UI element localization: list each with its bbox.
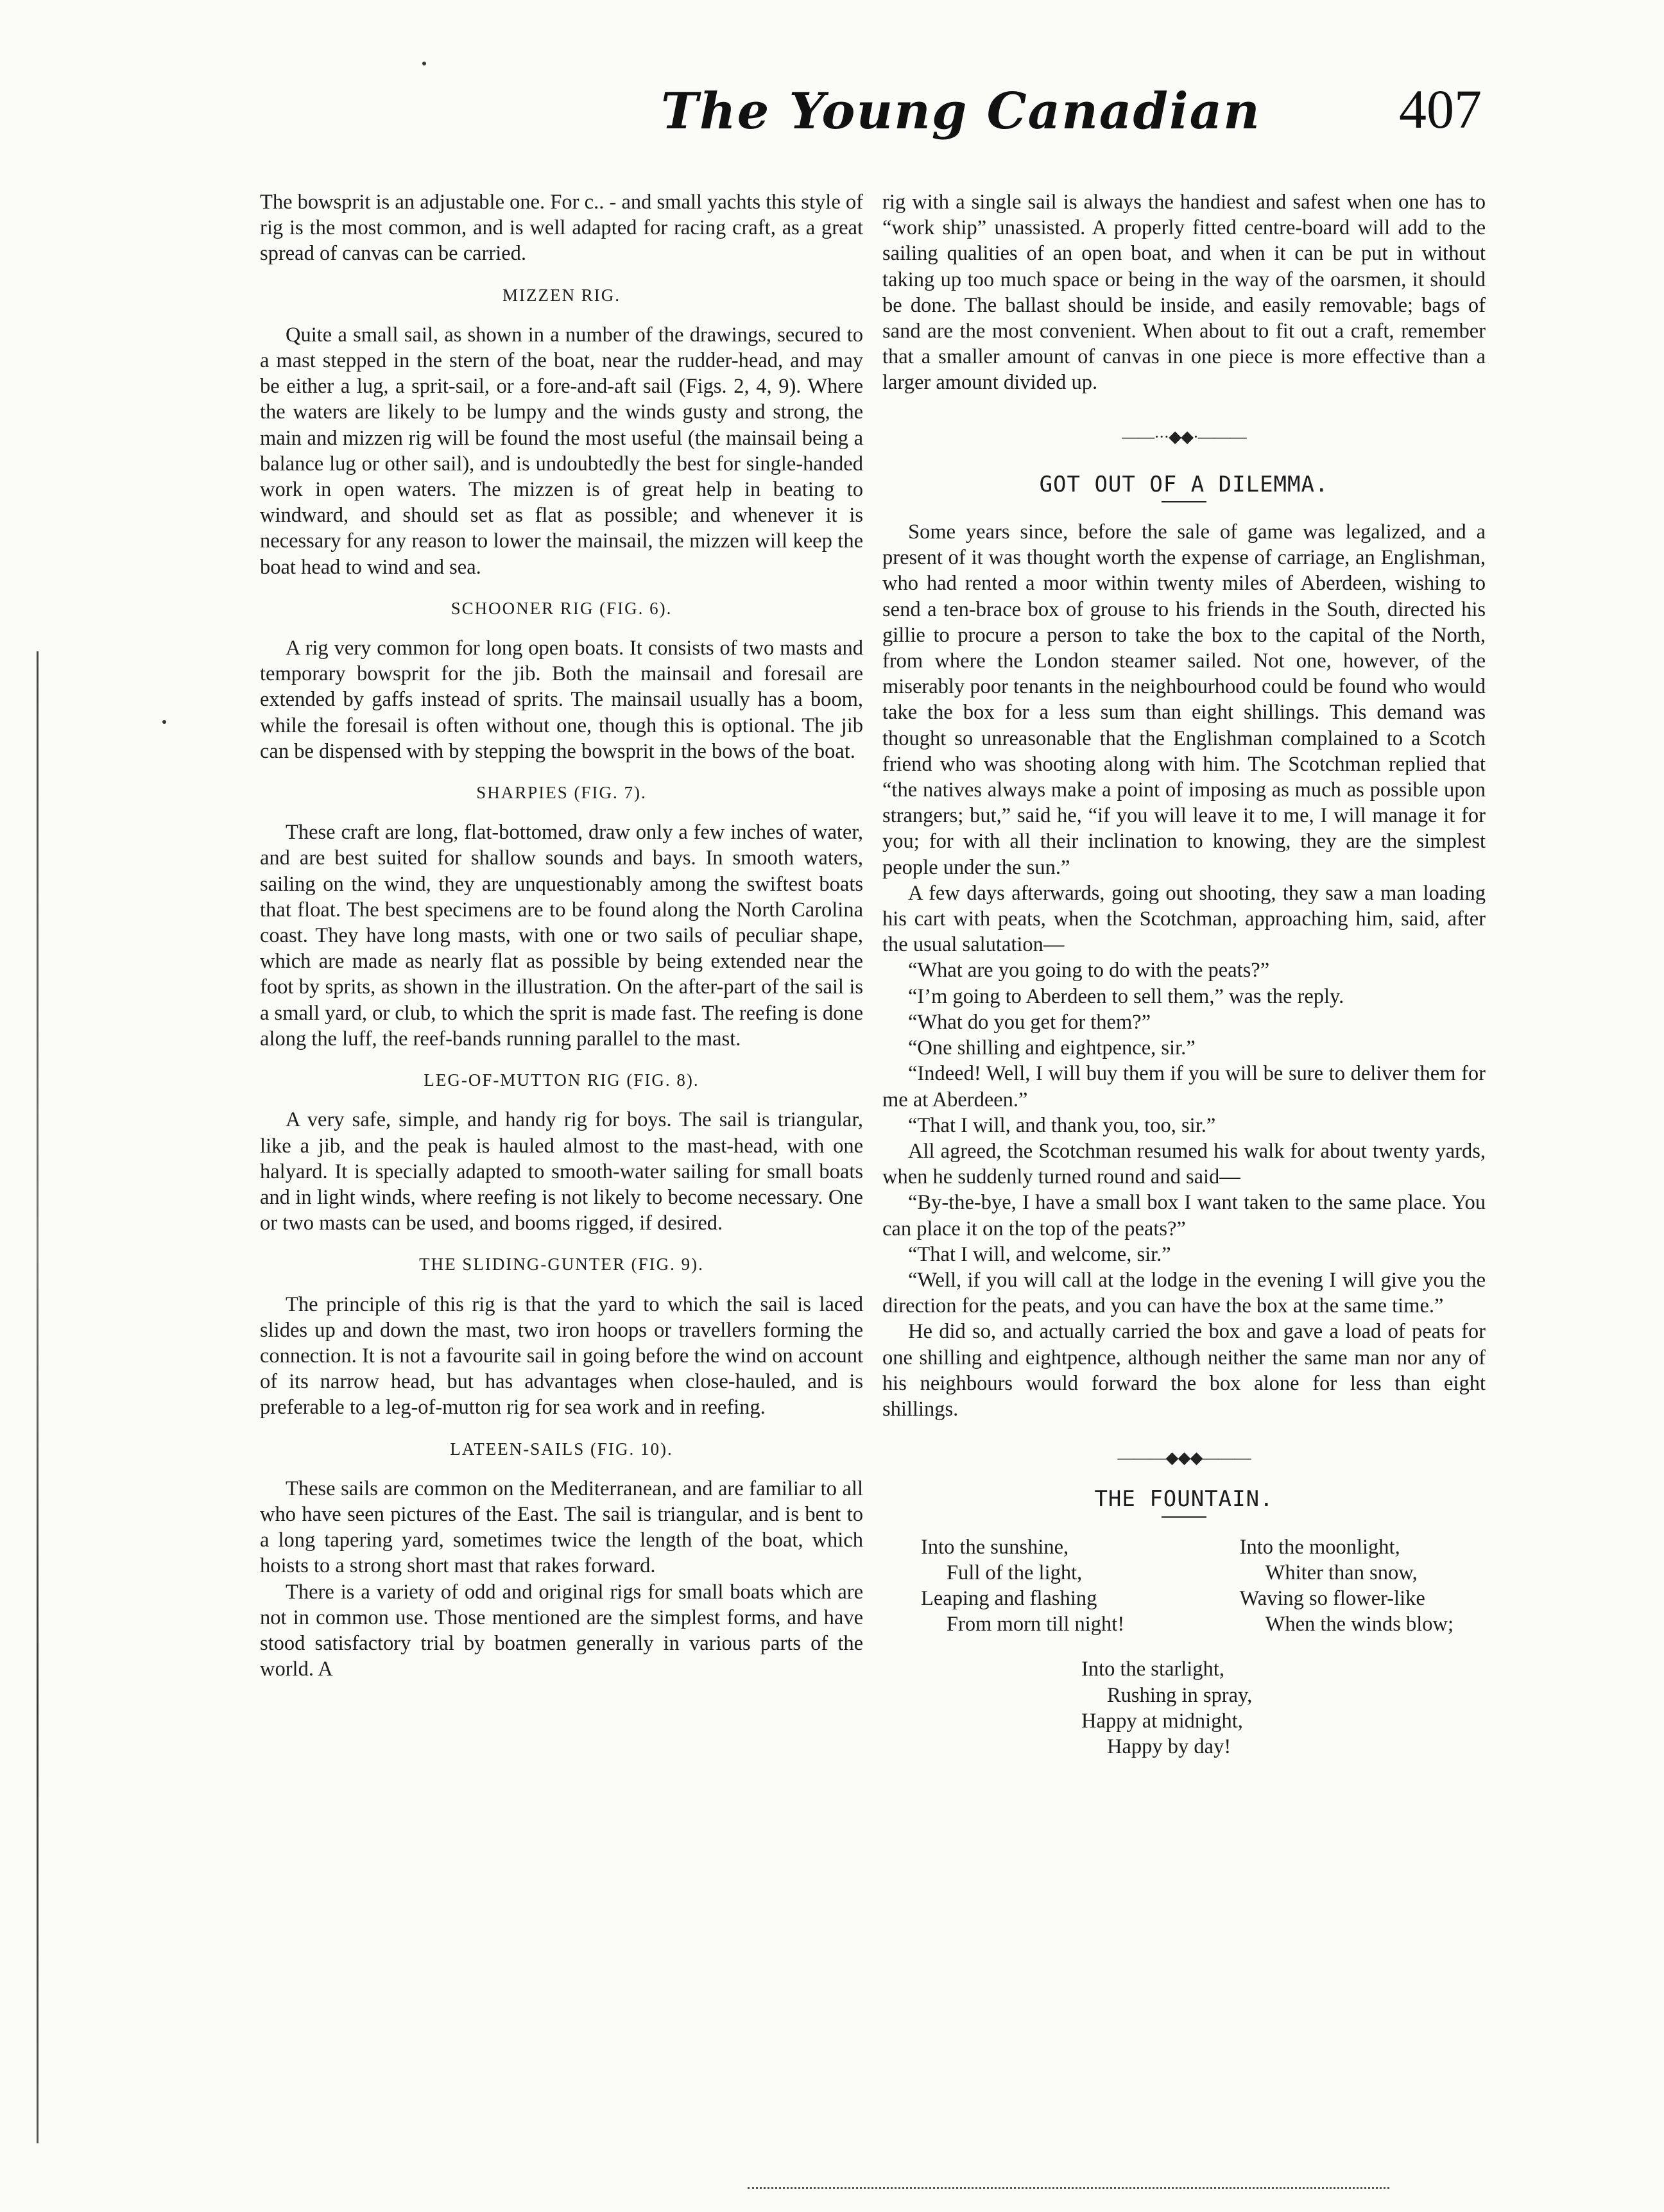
story-paragraph: “What are you going to do with the peats?” (908, 959, 1270, 982)
story-paragraph: He did so, and actually carried the box and gave a load of peats for one shilling and eightpence, although neither the same man nor any of his neighbours would forward the box alone for less than eight shillings. (882, 1320, 1486, 1421)
continued-paragraph: rig with a single sail is always the handiest and safest when one has to “work ship” unassisted. A properly fitted centre-board will add to the sailing qualities of an open boat, and when it can be put in without taking up too much space or being in the way of the oarsmen, it should be done. The ballast should be inside, and easily removable; bags of sand are the most convenient. When about to fit out a craft, remember that a smaller amount of canvas in one piece is more effective than a larger amount divided up. (882, 191, 1486, 395)
poem-stanza (921, 1534, 1124, 1638)
poem-line: From morn till night! (947, 1613, 1125, 1636)
poem-line: Into the moonlight, (1239, 1535, 1400, 1559)
poem-line: Into the starlight, (1081, 1658, 1224, 1681)
section-paragraph: A very safe, simple, and handy rig for boys. The sail is triangular, like a jib, and the peak is hauled almost to the mast-head, with one halyard. It is specially adapted to smooth-water sailing for small boats and in light winds, where reefing is not likely to become necessary. One or two masts can be used, and booms rigged, if desired. (260, 1108, 863, 1235)
poem-line: Waving so flower-like (1239, 1586, 1425, 1610)
section-heading: SHARPIES (FIG. 7). (476, 783, 647, 803)
poem-line: Leaping and flashing (921, 1586, 1097, 1610)
story-paragraph: All agreed, the Scotchman resumed his walk for about twenty yards, when he suddenly turned round and said— (882, 1139, 1486, 1189)
page-number: 407 (1399, 78, 1482, 140)
story-paragraph: “What do you get for them?” (908, 1010, 1151, 1034)
story-paragraph: A few days afterwards, going out shooting, they saw a man loading his cart with peats, when the Scotchman, approaching him, said, after the usual salutation— (882, 881, 1486, 957)
section-heading: LEG-OF-MUTTON RIG (FIG. 8). (424, 1070, 699, 1090)
poem-stanzas-row (882, 1534, 1486, 1638)
section-paragraph: A rig very common for long open boats. It consists of two masts and temporary bowsprit for the jib. Both the mainsail and foresail are extended by gaffs instead of sprits. The mainsail usually has a boom, while the foresail is often without one, though this is optional. The jib can be dispensed with by stepping the bowsprit in the bows of the boat. (260, 637, 863, 763)
story-paragraph: “That I will, and welcome, sir.” (908, 1242, 1171, 1266)
section-paragraph: The principle of this rig is that the yard to which the sail is laced slides up and down the mast, two iron hoops or travellers forming the connection. It is not a favourite sail in going before the wind on account of its narrow head, but has advantages when close-hauled, and is preferable to a leg-of-mutton rig for sea work and in reefing. (260, 1292, 863, 1419)
section-heading: SCHOONER RIG (FIG. 6). (450, 598, 673, 618)
ornamental-divider: ——···◆◆·——— (1122, 427, 1246, 446)
poem-line: When the winds blow; (1265, 1613, 1454, 1636)
story-paragraph: “I’m going to Aberdeen to sell them,” was the reply. (908, 984, 1344, 1008)
right-column (882, 189, 1486, 1760)
poem-line: Rushing in spray, (1107, 1683, 1253, 1707)
poem-line: Full of the light, (947, 1561, 1083, 1584)
section-paragraph: Quite a small sail, as shown in a number of the drawings, secured to a mast stepped in the stern of the boat, near the rudder-head, and may be either a lug, a sprit-sail, or a fore-and-aft sail (Figs. 2, 4, 9). Where the waters are likely to be lumpy and the winds gusty and strong, the main and mizzen rig will be found the most useful (the mainsail being a balance lug or other sail), and is undoubtedly the best for single-handed work in open waters. The mizzen is of great help in beating to windward, and should set as flat as possible; and whenever it is necessary for any reason to lower the mainsail, the mizzen will keep the boat head to wind and sea. (260, 323, 863, 579)
publication-title: The Young Canadian (661, 82, 1261, 141)
story-paragraph: Some years since, before the sale of game was legalized, and a present of it was thought worth the expense of carriage, an Englishman, who had rented a moor within twenty miles of Aberdeen, wishing to send a ten-brace box of grouse to his friends in the South, directed his gillie to procure a person to take the box to the capital of the North, from where the London steamer sailed. Not one, however, of the miserably poor tenants in the neighbourhood could be found who would take the box for a less sum than eight shillings. This demand was thought so unreasonable that the Englishman complained to a Scotch friend who was shooting along with him. The Scotchman replied that “the natives always make a point of imposing as much as possible upon strangers; but,” said he, “if you will leave it to me, I will manage it for you; for with all their inclination to knowing, they are the simplest people under the sun.” (882, 520, 1486, 879)
section-paragraph: These sails are common on the Mediterranean, and are familiar to all who have seen pictures of the East. The sail is triangular, and is bent to a long tapering yard, sometimes twice the length of the boat, which hoists to a strong short mast that rakes forward. (260, 1477, 863, 1578)
ink-speck (422, 62, 426, 65)
poem-stanza (1081, 1656, 1287, 1760)
left-column (260, 189, 863, 1682)
footer-rule (748, 2187, 1389, 2191)
section-heading: THE SLIDING-GUNTER (FIG. 9). (419, 1255, 704, 1274)
title-rule (1162, 1516, 1206, 1518)
story-paragraph: “Indeed! Well, I will buy them if you will be sure to deliver them for me at Aberdeen.” (882, 1062, 1486, 1111)
story-paragraph: “That I will, and thank you, too, sir.” (908, 1113, 1216, 1137)
story-paragraph: “One shilling and eightpence, sir.” (908, 1036, 1196, 1060)
story-paragraph: “By-the-bye, I have a small box I want taken to the same place. You can place it on the top of the peats?” (882, 1191, 1486, 1240)
section-paragraph: These craft are long, flat-bottomed, draw only a few inches of water, and are best suited for shallow sounds and bays. In smooth waters, sailing on the wind, they are unquestionably among the swiftest boats that float. The best specimens are to be found along the North Carolina coast. They have long masts, with one or two sails of peculiar shape, which are made as nearly flat as possible by being extended near the foot by sprits, as shown in the illustration. On the after-part of the sail is a small yard, or club, to which the sprit is made fast. The reefing is done along the luff, the reef-bands running parallel to the mast. (260, 821, 863, 1050)
poem-line: Whiter than snow, (1265, 1561, 1418, 1584)
intro-paragraph: The bowsprit is an adjustable one. For c.. ‐ and small yachts this style of rig is the most common, and is well adapted for racing craft, as a great spread of canvas can be carried. (260, 191, 863, 266)
story-title: GOT OUT OF A DILEMMA. (1039, 471, 1329, 497)
section-heading: MIZZEN RIG. (502, 285, 621, 305)
poem-line: Into the sunshine, (921, 1535, 1069, 1559)
ornamental-divider: ———◆◆◆——— (1117, 1448, 1251, 1468)
masthead (0, 77, 1664, 160)
section-paragraph: There is a variety of odd and original rigs for small boats which are not in common use. Those mentioned are the simplest forms, and have stood satisfactory trial by boatmen generally in various parts of the world. A (260, 1580, 863, 1681)
poem-line: Happy at midnight, (1081, 1709, 1243, 1733)
ink-speck (162, 720, 166, 724)
title-rule (1162, 501, 1206, 502)
poem-title: THE FOUNTAIN. (1094, 1486, 1274, 1513)
poem-line: Happy by day! (1107, 1735, 1231, 1758)
poem-stanza (1240, 1534, 1454, 1638)
section-heading: LATEEN-SAILS (FIG. 10). (450, 1439, 673, 1459)
story-paragraph: “Well, if you will call at the lodge in the evening I will give you the direction for the peats, and you can have the box at the same time.” (882, 1268, 1486, 1318)
margin-rule (37, 651, 39, 2143)
